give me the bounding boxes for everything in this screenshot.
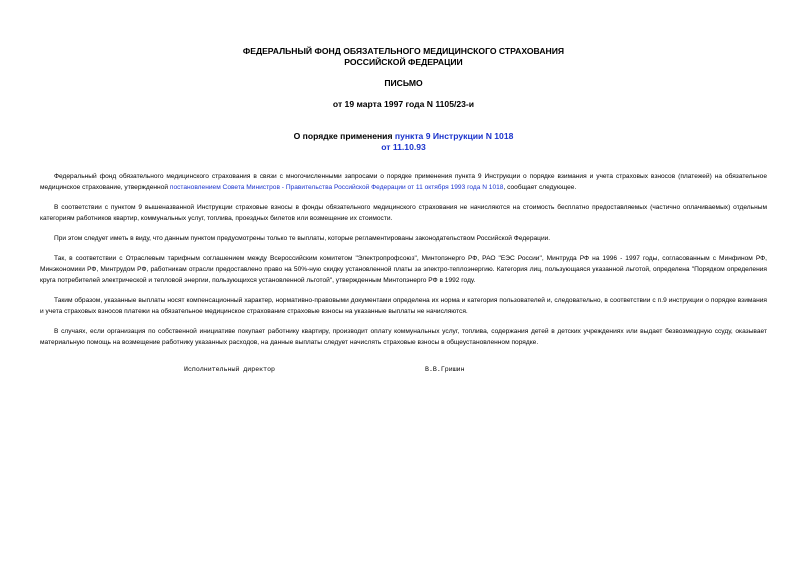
- paragraph-1-start: Федеральный фонд обязательного медицинского страхования в связи с многочисленными запросами о порядке применения пункта 9 Инструкции о порядке взимания и учета страховых взносов (платежей) на обязательное медицинское страхование, утвержденной: [40, 173, 767, 191]
- instruction-date-link[interactable]: от 11.10.93: [381, 142, 426, 152]
- issuer-line-1: ФЕДЕРАЛЬНЫЙ ФОНД ОБЯЗАТЕЛЬНОГО МЕДИЦИНСКОГО СТРАХОВАНИЯ: [242, 46, 565, 56]
- signatory-name: В.В.Гришин: [425, 366, 465, 373]
- paragraph-5: Таким образом, указанные выплаты носят компенсационный характер, нормативно-правовыми документами определена их норма и категория пользователей и, следовательно, в соответствии с п.9 инструкции о порядке взимания и учета страховых взносов платежи на обязательное медицинское страхование страховые взносы на указанные выплаты не начисляются.: [40, 297, 767, 315]
- paragraph-4: Так, в соответствии с Отраслевым тарифным соглашением между Всероссийским комитетом "Электропрофсоюз", Минтопэнерго РФ, РАО "ЕЭС России", Минтруда РФ на 1996 - 1997 годы, согласованным с Минфином РФ, Минэкономики РФ, Минтрудом РФ, работникам отрасли предоставлено право на 50%-ную скидку установленной платы за электро-теплоэнергию. Категория лиц, пользующаяся указанной льготой, определена "Порядком определения круга потребителей электрической и тепловой энергии, пользующихся установленной льготой", утвержденным Минтопэнерго РФ в 1992 году.: [40, 255, 767, 284]
- document-type: ПИСЬМО: [384, 78, 423, 88]
- subject-prefix: О порядке применения: [293, 131, 395, 141]
- signatory-position: Исполнительный директор: [184, 366, 276, 373]
- paragraph-2: В соответствии с пунктом 9 вышеназванной Инструкции страховые взносы в фонды обязательного медицинского страхования не начисляются на стоимость бесплатно предоставляемых (частично оплачиваемых) отдельным категориям работников квартир, коммунальных услуг, топлива, проездных билетов или возмещение их стоимости.: [40, 204, 767, 222]
- paragraph-1-end: , сообщает следующее.: [503, 183, 577, 191]
- resolution-link[interactable]: постановлением Совета Министров - Правительства Российской Федерации от 11 октября 1993 года N 1018: [169, 183, 504, 191]
- issuer-line-2: РОССИЙСКОЙ ФЕДЕРАЦИИ: [344, 57, 463, 67]
- paragraph-3: При этом следует иметь в виду, что данным пунктом предусмотрены только те выплаты, которые регламентированы законодательством Российской Федерации.: [54, 235, 551, 242]
- document-subject: [0, 131, 807, 141]
- paragraph-6: В случаях, если организация по собственной инициативе покупает работнику квартиру, производит оплату коммунальных услуг, топлива, содержания детей в детских учреждениях или выдает безвозмездную ссуду, оказывает материальную помощь на возмещение работнику указанных расходов, на данные выплаты следует начислять страховые взносы в общеустановленном порядке.: [40, 328, 767, 346]
- paragraph-1: [40, 172, 767, 194]
- document-date-number: от 19 марта 1997 года N 1105/23-и: [332, 99, 475, 109]
- instruction-link[interactable]: пункта 9 Инструкции N 1018: [394, 131, 514, 141]
